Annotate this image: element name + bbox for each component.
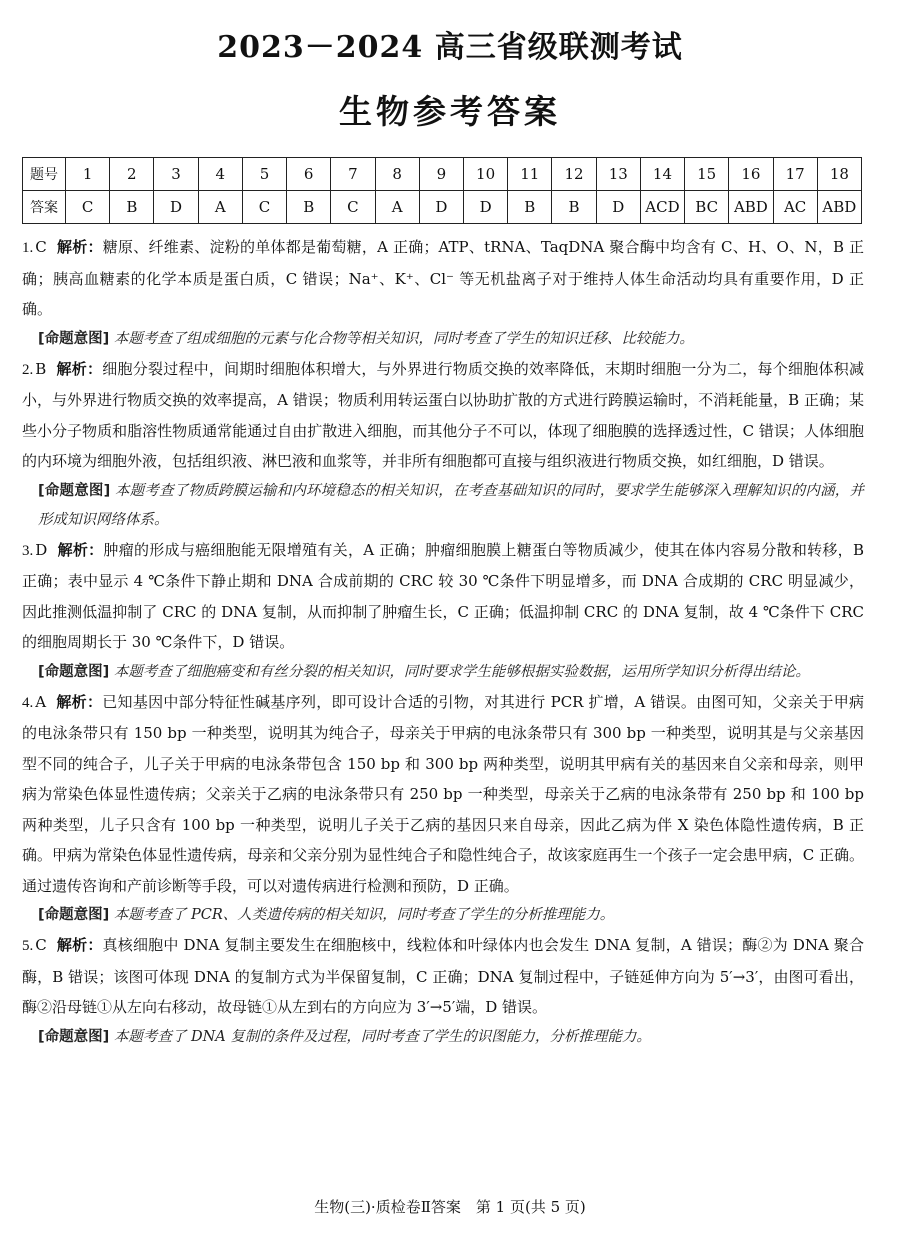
intent-text: 本题考查了物质跨膜运输和内环境稳态的相关知识，在考查基础知识的同时，要求学生能够深入理解知识的内涵，并形成知识网络体系。 [38, 482, 864, 528]
intent-label: [命题意图] [38, 1028, 110, 1045]
question-number-cell: 5 [242, 158, 286, 191]
answer-letter: A [35, 692, 47, 711]
intent-label: [命题意图] [38, 663, 110, 680]
answer-letter: B [35, 359, 47, 378]
question-number-cell: 11 [508, 158, 552, 191]
question-number-cell: 16 [729, 158, 773, 191]
question-number: 3. [22, 542, 34, 559]
answer-cell: B [552, 191, 596, 224]
answer-cell: B [110, 191, 154, 224]
question-number-cell: 15 [685, 158, 729, 191]
intent-text: 本题考查了 DNA 复制的条件及过程，同时考查了学生的识图能力，分析推理能力。 [113, 1028, 651, 1045]
answer-cell: AC [773, 191, 817, 224]
answer-cell: ABD [729, 191, 773, 224]
answer-cell: B [508, 191, 552, 224]
analysis-paragraph [22, 354, 864, 477]
exam-title: 2023－2024 高三省级联测考试 [217, 30, 683, 65]
question-number-cell: 18 [817, 158, 861, 191]
analysis-label: 解析： [56, 692, 103, 711]
answer-cell: C [331, 191, 375, 224]
question-number-cell: 7 [331, 158, 375, 191]
answer-cell: D [419, 191, 463, 224]
question-number-cell: 17 [773, 158, 817, 191]
intent-paragraph [38, 901, 864, 930]
answer-cell: D [596, 191, 640, 224]
question-number-cell: 2 [110, 158, 154, 191]
question-number-cell: 10 [463, 158, 507, 191]
question-number-cell: 1 [66, 158, 110, 191]
answer-cell: D [463, 191, 507, 224]
intent-text: 本题考查了 PCR、人类遗传病的相关知识，同时考查了学生的分析推理能力。 [113, 907, 615, 923]
answer-header: 答案 [23, 191, 66, 224]
analysis-paragraph [22, 232, 864, 325]
question-number-cell: 9 [419, 158, 463, 191]
answer-key-title: 生物参考答案 [339, 92, 561, 131]
question-item [22, 354, 864, 535]
answer-cell: BC [685, 191, 729, 224]
analysis-label: 解析： [56, 238, 103, 256]
analysis-label: 解析： [56, 936, 103, 954]
intent-paragraph [38, 325, 864, 354]
answer-cell: ACD [640, 191, 684, 224]
answer-cell: ABD [817, 191, 861, 224]
question-number-cell: 3 [154, 158, 198, 191]
intent-paragraph [38, 477, 864, 535]
question-number-cell: 13 [596, 158, 640, 191]
question-number: 2. [22, 361, 34, 378]
analysis-paragraph [22, 687, 864, 902]
question-item [22, 232, 864, 354]
analysis-text: 已知基因中部分特征性碱基序列，即可设计合适的引物，对其进行 PCR 扩增，A 错误。由图可知，父亲关于甲病的电泳条带只有 150 bp 一种类型，说明其为纯合子，母亲关于甲病的电泳条带只有 300 bp 一种类型，说明其是与父亲基因型不同的纯合子，儿子关于甲病的电泳条带包含 150 bp 和 300 bp 两种类型，说明其甲病有关的基因来自父亲和母亲，则甲病为常染色体显性遗传病；父亲关于乙病的电泳条带只有 250 bp 一种类型，母亲关于乙病的电泳条带有 250 bp 和 100 bp 两种类型，儿子只含有 100 bp 一种类型，说明儿子关于乙病的基因只来自母亲，因此乙病为伴 X 染色体隐性遗传病，B 正确。甲病为常染色体显性遗传病，母亲和父亲分别为显性纯合子和隐性纯合子，故该家庭再生一个孩子一定会患甲病，C 正确。通过遗传咨询和产前诊断等手段，可以对遗传病进行检测和预防，D 正确。 [22, 692, 864, 895]
analysis-list [22, 232, 864, 1052]
question-number-header: 题号 [23, 158, 66, 191]
question-number-cell: 4 [198, 158, 242, 191]
intent-label: [命题意图] [38, 330, 110, 347]
answer-cell: C [66, 191, 110, 224]
answer-letter: C [35, 238, 47, 256]
answer-letter: D [35, 540, 48, 559]
analysis-paragraph [22, 930, 864, 1023]
analysis-label: 解析： [57, 540, 104, 559]
question-number-cell: 8 [375, 158, 419, 191]
intent-paragraph [38, 658, 864, 687]
intent-label: [命题意图] [38, 482, 111, 499]
answer-cell: A [198, 191, 242, 224]
question-number-cell: 6 [287, 158, 331, 191]
intent-text: 本题考查了细胞癌变和有丝分裂的相关知识，同时要求学生能够根据实验数据，运用所学知识分析得出结论。 [113, 663, 810, 680]
intent-label: [命题意图] [38, 907, 110, 923]
answer-cell: B [287, 191, 331, 224]
page-footer: 生物(三)·质检卷Ⅱ答案 第 1 页(共 5 页) [314, 1198, 586, 1216]
question-item [22, 930, 864, 1052]
question-number: 5. [22, 938, 34, 954]
question-number: 4. [22, 694, 34, 711]
analysis-label: 解析： [56, 359, 103, 378]
question-item [22, 535, 864, 687]
analysis-text: 肿瘤的形成与癌细胞能无限增殖有关，A 正确；肿瘤细胞膜上糖蛋白等物质减少，使其在体内容易分散和转移，B 正确；表中显示 4 ℃条件下静止期和 DNA 合成前期的 CRC 较 30 ℃条件下明显增多，而 DNA 合成期的 CRC 明显减少，因此推测低温抑制了 CRC 的 DNA 复制，从而抑制了肿瘤生长，C 正确；低温抑制 CRC 的 DNA 复制，故 4 ℃条件下 CRC 的细胞周期长于 30 ℃条件下，D 错误。 [22, 540, 864, 651]
answer-table [22, 157, 862, 224]
answer-cell: C [242, 191, 286, 224]
analysis-text: 细胞分裂过程中，间期时细胞体积增大，与外界进行物质交换的效率降低，末期时细胞一分为二，每个细胞体积减小，与外界进行物质交换的效率提高，A 错误；物质利用转运蛋白以协助扩散的方式进行跨膜运输时，不消耗能量，B 正确；某些小分子物质和脂溶性物质通常能通过自由扩散进入细胞，而其他分子不可以，体现了细胞膜的选择透过性，C 错误；人体细胞的内环境为细胞外液，包括组织液、淋巴液和血浆等，并非所有细胞都可直接与组织液进行物质交换，如红细胞，D 错误。 [22, 359, 864, 470]
question-number-cell: 14 [640, 158, 684, 191]
question-number-row [23, 158, 862, 191]
question-number: 1. [22, 240, 34, 256]
analysis-paragraph [22, 535, 864, 658]
answer-letter: C [35, 936, 47, 954]
analysis-text: 糖原、纤维素、淀粉的单体都是葡萄糖，A 正确；ATP、tRNA、TaqDNA 聚合酶中均含有 C、H、O、N，B 正确；胰高血糖素的化学本质是蛋白质，C 错误；Na⁺、K⁺、Cl⁻ 等无机盐离子对于维持人体生命活动均具有重要作用，D 正确。 [22, 238, 864, 318]
answer-row [23, 191, 862, 224]
intent-text: 本题考查了组成细胞的元素与化合物等相关知识，同时考查了学生的知识迁移、比较能力。 [113, 330, 694, 347]
answer-cell: D [154, 191, 198, 224]
answer-cell: A [375, 191, 419, 224]
analysis-text: 真核细胞中 DNA 复制主要发生在细胞核中，线粒体和叶绿体内也会发生 DNA 复制，A 错误；酶②为 DNA 聚合酶，B 错误；该图可体现 DNA 的复制方式为半保留复制，C 正确；DNA 复制过程中，子链延伸方向为 5′→3′，由图可看出，酶②沿母链①从左向右移动，故母链①从左到右的方向应为 3′→5′端，D 错误。 [22, 936, 864, 1016]
question-number-cell: 12 [552, 158, 596, 191]
question-item [22, 687, 864, 931]
intent-paragraph [38, 1023, 864, 1052]
